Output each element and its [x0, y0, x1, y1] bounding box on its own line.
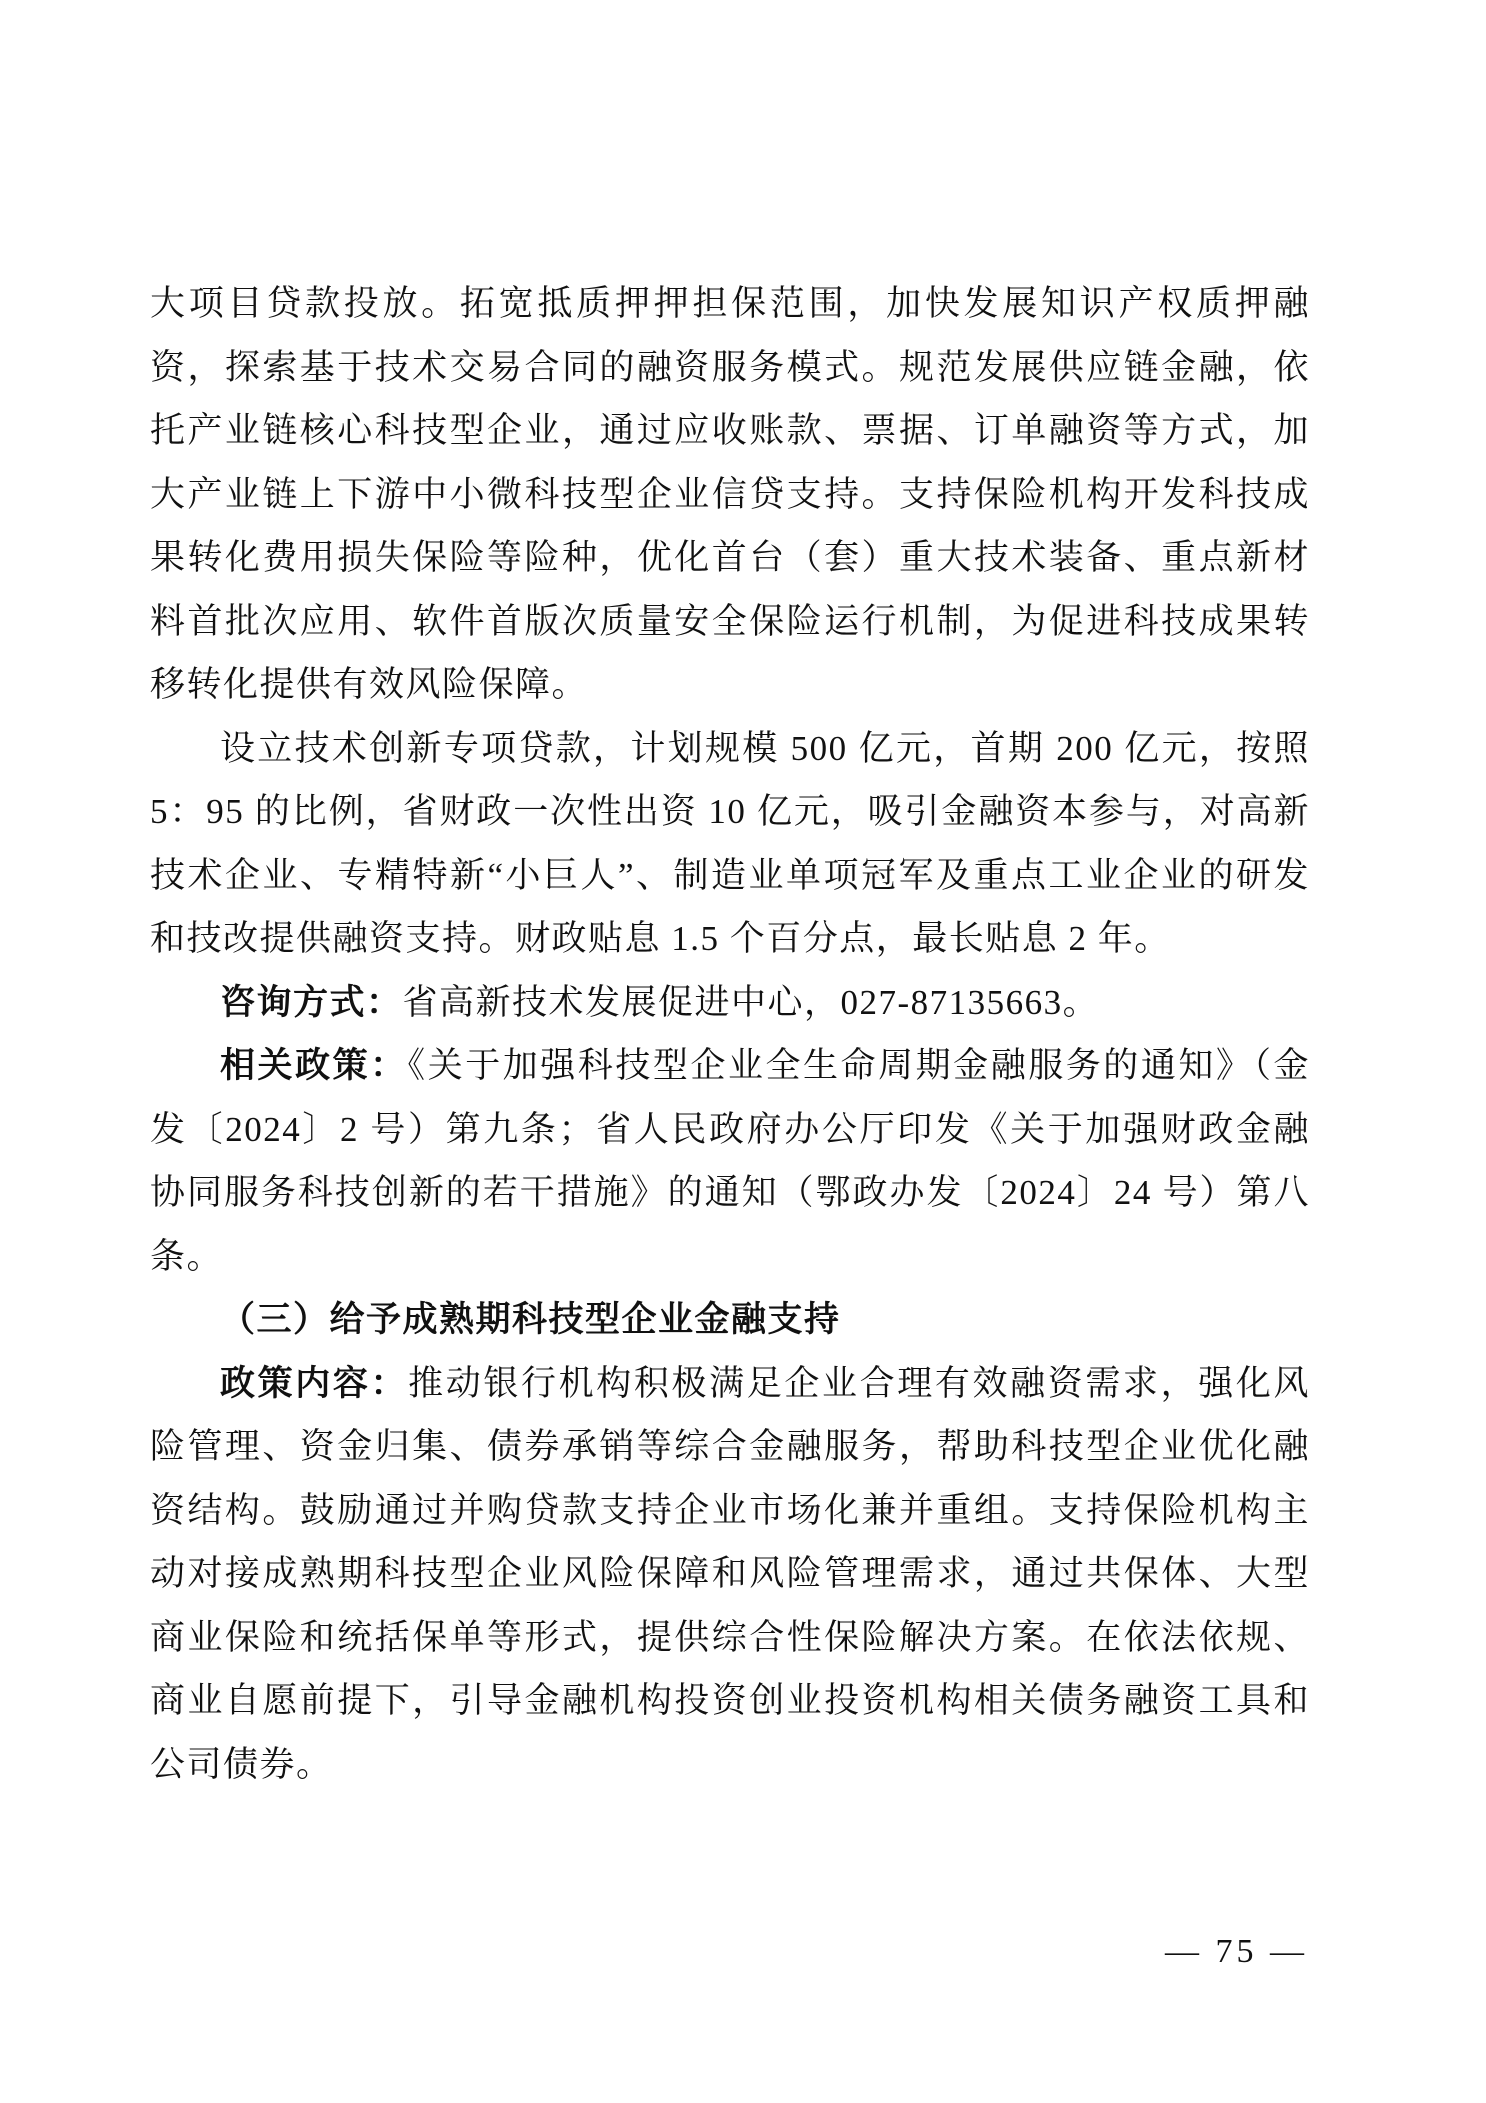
policy-ref-paragraph	[150, 1034, 1310, 1288]
body-paragraph-continuation: 大项目贷款投放。拓宽抵质押押担保范围，加快发展知识产权质押融资，探索基于技术交易合同的融资服务模式。规范发展供应链金融，依托产业链核心科技型企业，通过应收账款、票据、订单融资等方式，加大产业链上下游中小微科技型企业信贷支持。支持保险机构开发科技成果转化费用损失保险等险种，优化首台（套）重大技术装备、重点新材料首批次应用、软件首版次质量安全保险运行机制，为促进科技成果转移转化提供有效风险保障。	[150, 284, 1310, 704]
body-paragraph-special-loan: 设立技术创新专项贷款，计划规模 500 亿元，首期 200 亿元，按照 5：95 的比例，省财政一次性出资 10 亿元，吸引金融资本参与，对高新技术企业、专精特新“小巨人”、制造业单项冠军及重点工业企业的研发和技改提供融资支持。财政贴息 1.5 个百分点，最长贴息 2 年。	[150, 728, 1310, 958]
section-heading: （三）给予成熟期科技型企业金融支持	[220, 1300, 841, 1339]
policy-ref-text: 《关于加强科技型企业全生命周期金融服务的通知》（金发〔2024〕2 号）第九条；省人民政府办公厅印发《关于加强财政金融协同服务科技创新的若干措施》的通知（鄂政办发〔2024〕24 号）第八条。	[150, 1046, 1310, 1276]
policy-ref-label: 相关政策：	[220, 1046, 408, 1085]
policy-content-paragraph	[150, 1352, 1310, 1797]
consult-text: 省高新技术发展促进中心，027-87135663。	[402, 982, 1100, 1022]
page-number: — 75 —	[1165, 1933, 1308, 1970]
policy-content-label: 政策内容：	[220, 1363, 409, 1403]
consult-paragraph	[150, 971, 1310, 1035]
policy-content-text: 推动银行机构积极满足企业合理有效融资需求，强化风险管理、资金归集、债券承销等综合金融服务，帮助科技型企业优化融资结构。鼓励通过并购贷款支持企业市场化兼并重组。支持保险机构主动对接成熟期科技型企业风险保障和风险管理需求，通过共保体、大型商业保险和统括保单等形式，提供综合性保险解决方案。在依法依规、商业自愿前提下，引导金融机构投资创业投资机构相关债务融资工具和公司债券。	[150, 1363, 1310, 1784]
page-body	[150, 272, 1310, 1796]
consult-label: 咨询方式：	[220, 982, 403, 1022]
